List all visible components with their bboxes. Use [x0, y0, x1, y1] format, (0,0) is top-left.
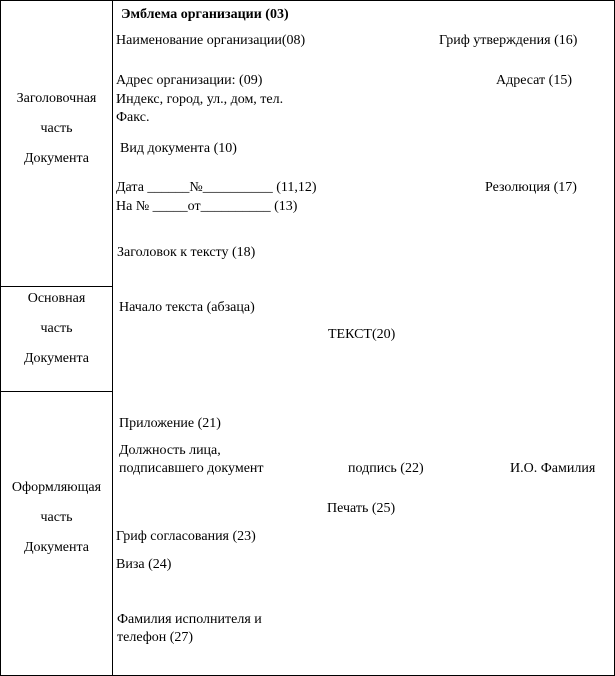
org-emblem: Эмблема организации (03)	[121, 7, 289, 22]
approval-stamp: Гриф утверждения (16)	[439, 33, 578, 48]
column-divider	[112, 0, 113, 676]
reference-line: На № _____от__________ (13)	[116, 199, 298, 214]
address-details: Индекс, город, ул., дом, тел.	[116, 92, 284, 107]
section-label-line: Документа	[23, 151, 90, 166]
text-start: Начало текста (абзаца)	[119, 300, 255, 315]
agreement-stamp: Гриф согласования (23)	[116, 529, 256, 544]
section-label-line: часть	[40, 121, 73, 136]
section-label-header	[1, 84, 112, 174]
executor-line1: Фамилия исполнителя и	[117, 612, 262, 627]
text-heading: Заголовок к тексту (18)	[117, 245, 256, 260]
signature: подпись (22)	[348, 461, 424, 476]
appendix: Приложение (21)	[119, 416, 221, 431]
section-label-final	[1, 473, 112, 563]
section-label-line: Оформляющая	[11, 480, 102, 495]
seal: Печать (25)	[327, 501, 396, 516]
date-number-line: Дата ______№__________ (11,12)	[116, 180, 317, 195]
visa: Виза (24)	[116, 557, 172, 572]
signer-position-line2: подписавшего документ	[119, 461, 264, 476]
section-divider-2	[0, 391, 113, 392]
signer-name: И.О. Фамилия	[510, 461, 596, 476]
doc-type: Вид документа (10)	[120, 141, 237, 156]
resolution: Резолюция (17)	[485, 180, 577, 195]
fax: Факс.	[116, 110, 150, 125]
org-address: Адрес организации: (09)	[116, 73, 263, 88]
signer-position-line1: Должность лица,	[119, 443, 221, 458]
main-text: ТЕКСТ(20)	[328, 327, 396, 342]
section-label-line: Документа	[23, 351, 90, 366]
section-label-line: Заголовочная	[16, 91, 97, 106]
section-label-line: часть	[40, 510, 73, 525]
section-label-line: Основная	[27, 291, 86, 306]
section-label-line: часть	[40, 321, 73, 336]
section-label-line: Документа	[23, 540, 90, 555]
addressee: Адресат (15)	[496, 73, 572, 88]
org-name: Наименование организации(08)	[116, 33, 306, 48]
section-label-main	[1, 284, 112, 374]
executor-line2: телефон (27)	[117, 630, 194, 645]
